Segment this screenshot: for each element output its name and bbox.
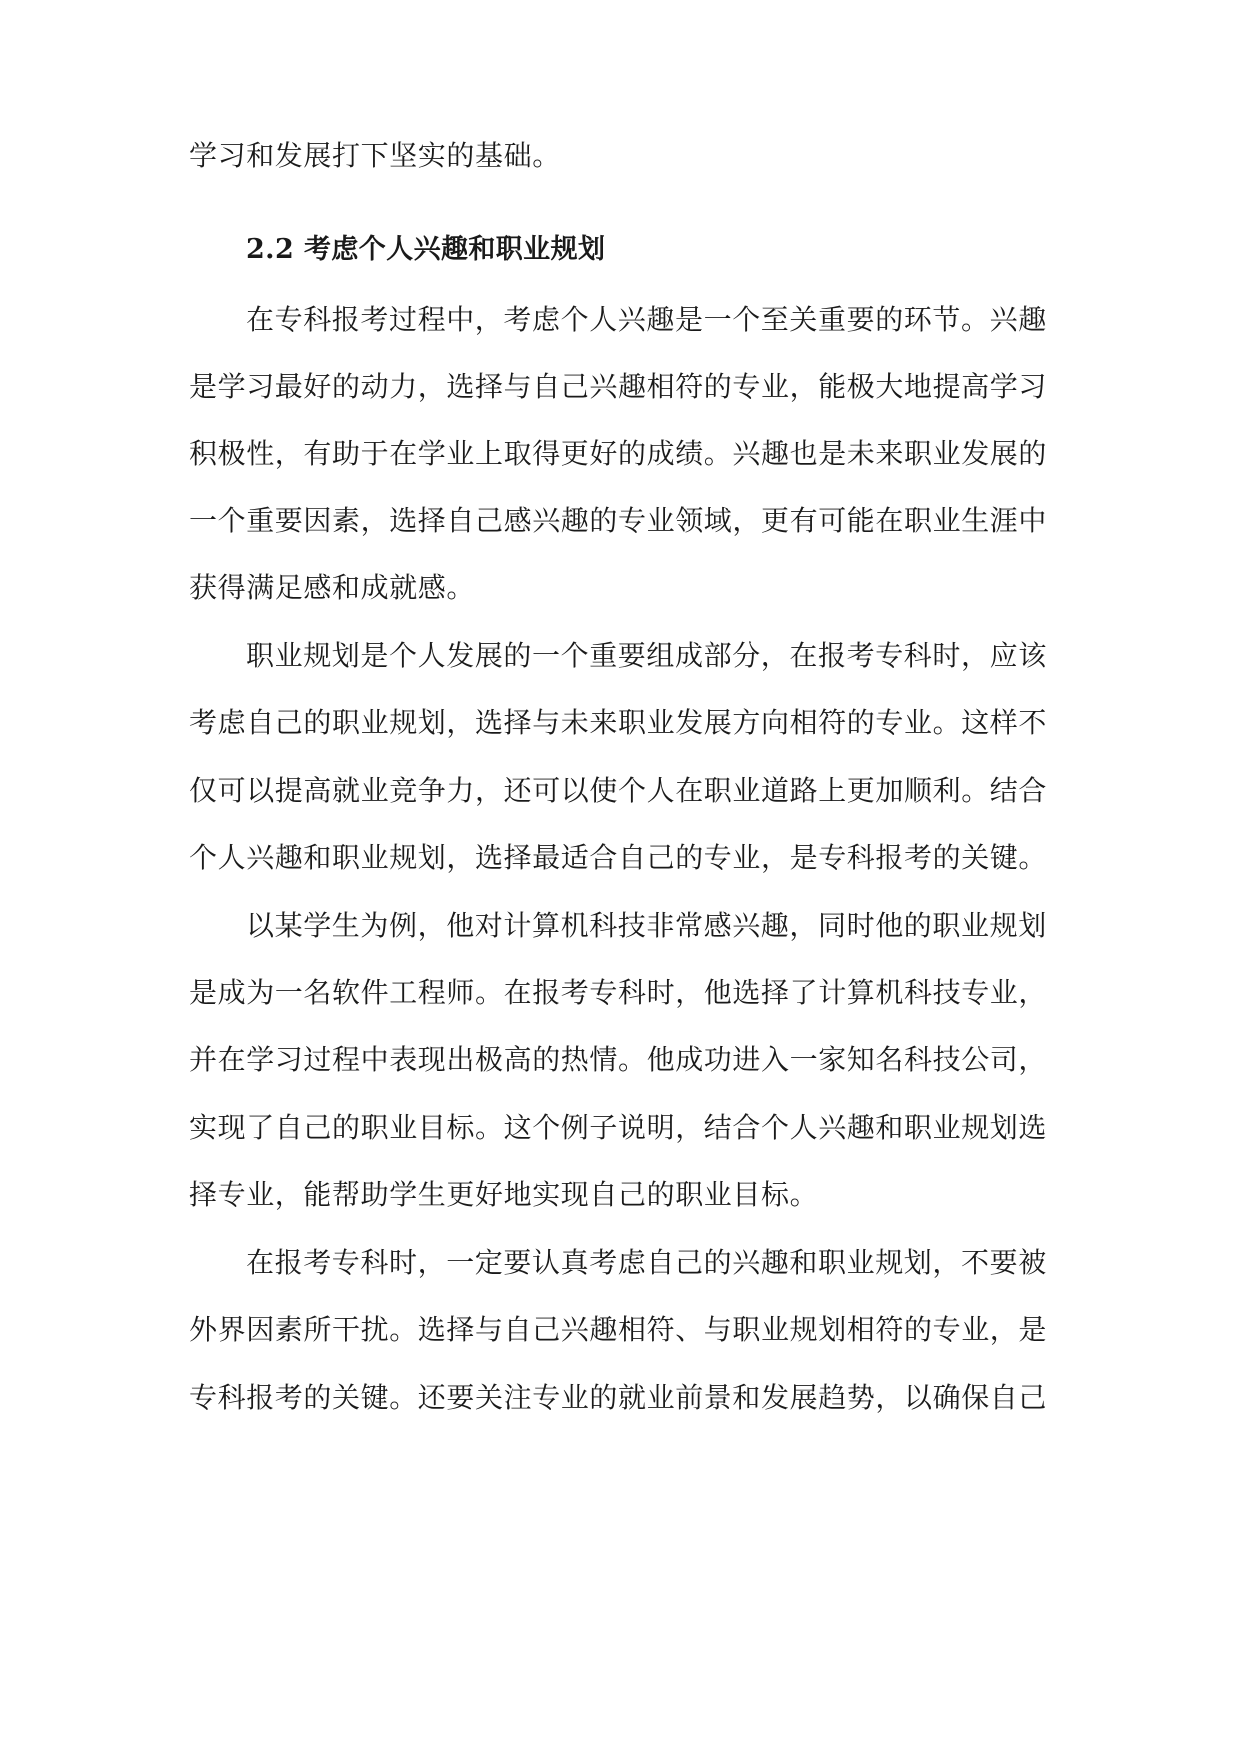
paragraph-line: 外界因素所干扰。选择与自己兴趣相符、与职业规划相符的专业，是	[189, 1313, 1048, 1346]
paragraph-line: 仅可以提高就业竞争力，还可以使个人在职业道路上更加顺利。结合	[189, 774, 1048, 807]
section-heading: 2.2 考虑个人兴趣和职业规划	[246, 234, 606, 265]
paragraph-line: 职业规划是个人发展的一个重要组成部分，在报考专科时，应该	[246, 639, 1047, 672]
paragraph-line: 实现了自己的职业目标。这个例子说明，结合个人兴趣和职业规划选	[189, 1111, 1048, 1144]
paragraph-line: 专科报考的关键。还要关注专业的就业前景和发展趋势，以确保自己	[189, 1381, 1048, 1414]
paragraph-line: 获得满足感和成就感。	[189, 571, 476, 604]
text-line: 学习和发展打下坚实的基础。	[189, 139, 561, 172]
paragraph-line: 择专业，能帮助学生更好地实现自己的职业目标。	[189, 1178, 819, 1211]
paragraph-line: 个人兴趣和职业规划，选择最适合自己的专业，是专科报考的关键。	[189, 841, 1048, 874]
paragraph-line: 在专科报考过程中，考虑个人兴趣是一个至关重要的环节。兴趣	[246, 303, 1047, 336]
paragraph-line: 一个重要因素，选择自己感兴趣的专业领域，更有可能在职业生涯中	[189, 504, 1048, 537]
paragraph-line: 以某学生为例，他对计算机科技非常感兴趣，同时他的职业规划	[246, 909, 1047, 942]
paragraph-line: 在报考专科时，一定要认真考虑自己的兴趣和职业规划，不要被	[246, 1246, 1047, 1279]
paragraph-line: 是成为一名软件工程师。在报考专科时，他选择了计算机科技专业，	[189, 976, 1048, 1009]
paragraph-line: 并在学习过程中表现出极高的热情。他成功进入一家知名科技公司，	[189, 1043, 1048, 1076]
paragraph-line: 是学习最好的动力，选择与自己兴趣相符的专业，能极大地提高学习	[189, 370, 1048, 403]
paragraph-line: 考虑自己的职业规划，选择与未来职业发展方向相符的专业。这样不	[189, 706, 1048, 739]
paragraph-line: 积极性，有助于在学业上取得更好的成绩。兴趣也是未来职业发展的	[189, 437, 1048, 470]
